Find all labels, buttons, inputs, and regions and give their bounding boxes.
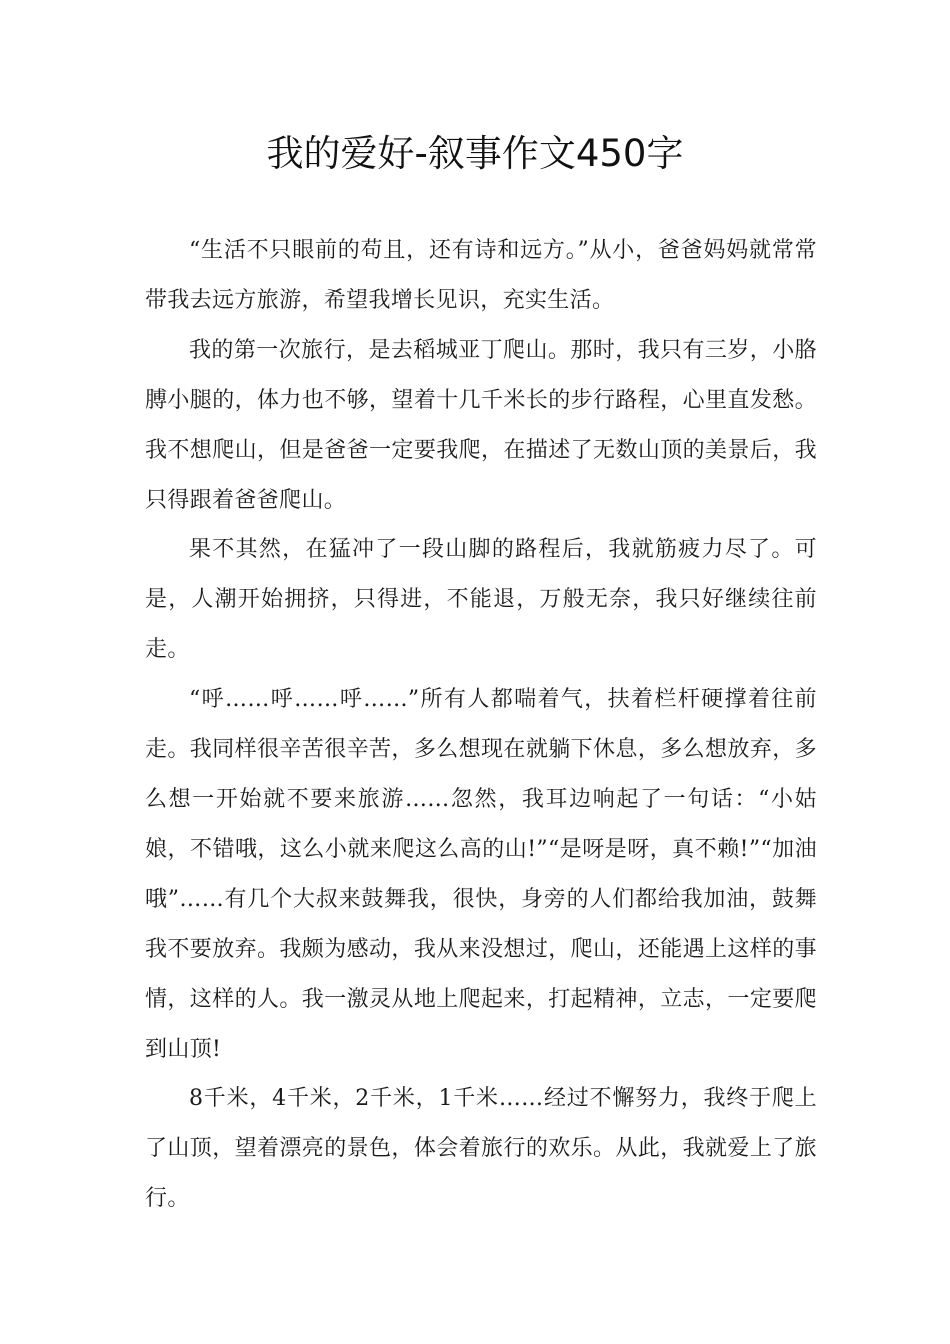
paragraph-1: “生活不只眼前的苟且，还有诗和远方。”从小，爸爸妈妈就常常带我去远方旅游，希望我增长见识，充实生活。 (145, 238, 817, 313)
document-title: 我的爱好-叙事作文450字 (266, 132, 684, 175)
paragraph-4: “呼……呼……呼……”所有人都喘着气，扶着栏杆硬撑着往前走。我同样很辛苦很辛苦，多么想现在就躺下休息，多么想放弃，多么想一开始就不要来旅游……忽然，我耳边响起了一句话：“小姑娘，不错哦，这么小就来爬这么高的山!”“是呀是呀，真不赖!”“加油哦”……有几个大叔来鼓舞我，很快，身旁的人们都给我加油，鼓舞我不要放弃。我颇为感动，我从来没想过，爬山，还能遇上这样的事情，这样的人。我一激灵从地上爬起来，打起精神，立志，一定要爬到山顶! (145, 687, 817, 1062)
paragraph-5: 8千米，4千米，2千米，1千米……经过不懈努力，我终于爬上了山顶，望着漂亮的景色，体会着旅行的欢乐。从此，我就爱上了旅行。 (145, 1086, 817, 1212)
document-body (145, 226, 817, 1224)
paragraph-2: 我的第一次旅行，是去稻城亚丁爬山。那时，我只有三岁，小胳膊小腿的，体力也不够，望着十几千米长的步行路程，心里直发愁。我不想爬山，但是爸爸一定要我爬，在描述了无数山顶的美景后，我只得跟着爸爸爬山。 (145, 337, 817, 513)
paragraph-3: 果不其然，在猛冲了一段山脚的路程后，我就筋疲力尽了。可是，人潮开始拥挤，只得进，不能退，万般无奈，我只好继续往前走。 (145, 537, 817, 663)
